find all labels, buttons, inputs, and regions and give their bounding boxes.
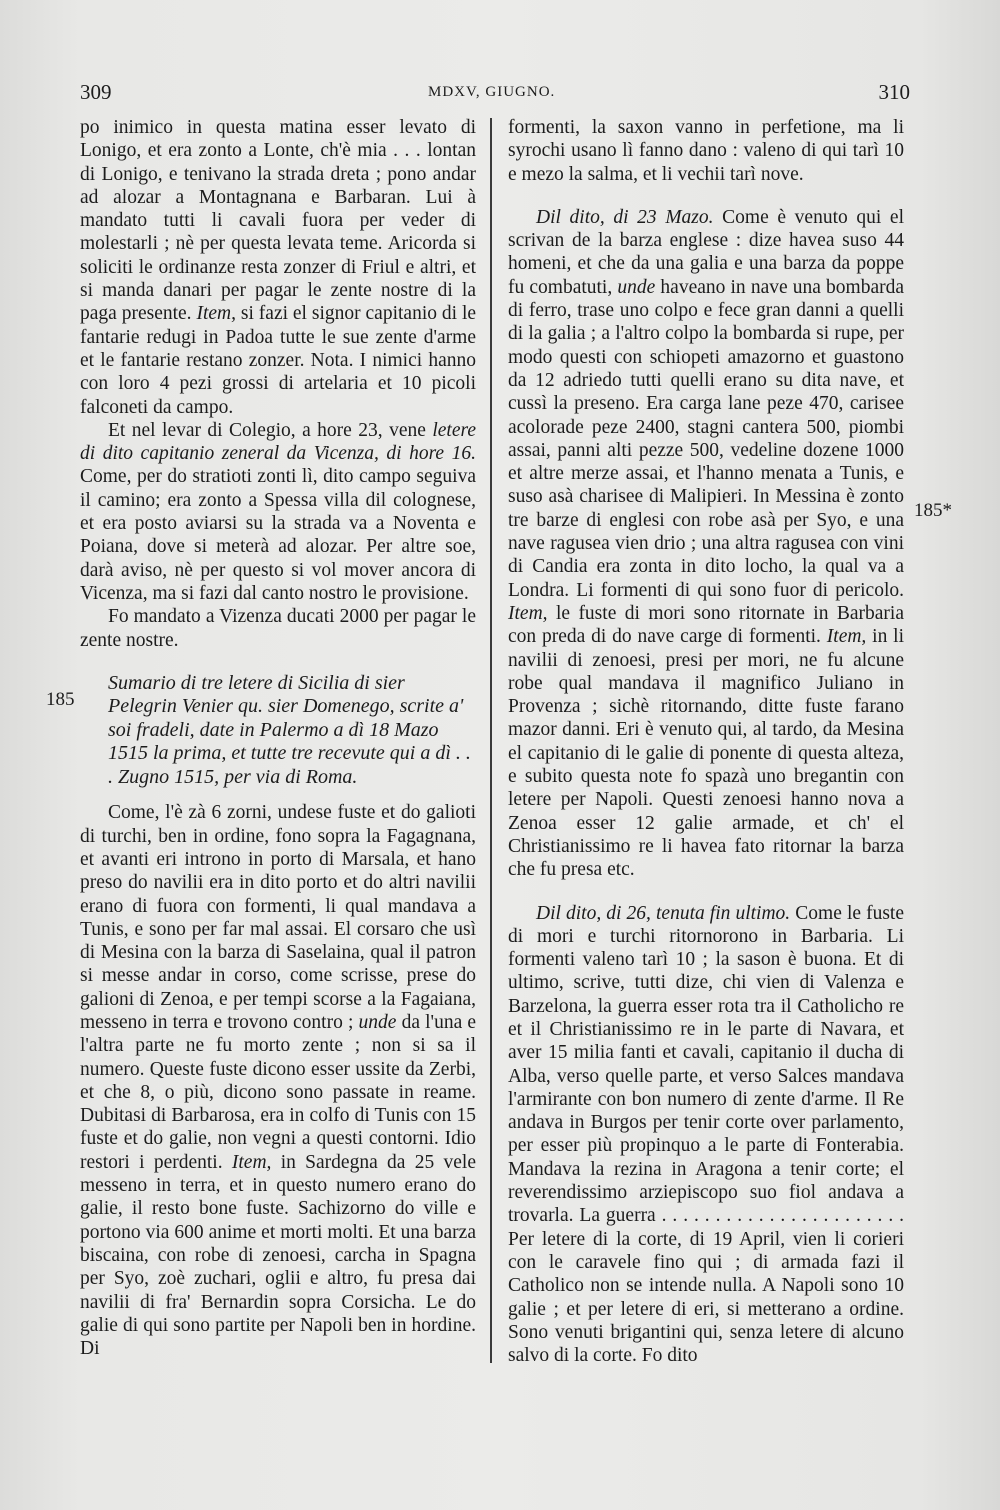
left-paragraph-2 [80, 419, 476, 605]
left-paragraph-4 [80, 801, 476, 1360]
text-run: Come le fuste di mori e turchi ritornorono in Barbaria. Li formenti valeno tarì 10 ; la sason è buona. Et di ultimo, scrive, tutti dize, chi vien di Valenza e Barzelona, la guerra esser rota tra il Catholicho re et il Christianissimo re in le parte di Navara, et aver 15 milia fanti et cavali, capitanio il ducha di Alba, verso quelle parte, et verso Salces mandava l'armirante con bon numero di zente d'arme. Il Re andava in Burgos per tenir corte over parlamento, per esser più propinquo a le parte di Fonterabia. Mandava la rezina in Aragona a tenir corte; el reverendissimo arziepiscopo suo fiol andava a trovarla. La guerra . . . . . . . . . . . . . . . . . . . . . . . Per letere di la corte, di 19 April, vien li corieri con le caravele fino qui ; di armada fazi il Catholico non se intende nulla. A Napoli sono 10 galie ; et per letere di eri, si metterano a ordine. Sono venuti brigantini qui, senza letere di alcuno salvo di la corte. Fo dito [508, 902, 904, 1367]
text-run: Come, per do stratioti zonti lì, dito campo seguiva il camino; era zonto a Spessa villa dil colognese, et era posto aviarsi su la strada va a Noventa e Poiana, dove si meterà ad alozar. Per altre soe, darà aviso, nè per questo si vol mover ancora di Vicenza, ma si fazi dal canto nostro le provisione. [80, 466, 476, 604]
italic-run: Item, [196, 303, 236, 325]
left-paragraph-1 [80, 116, 476, 419]
italic-run: unde [617, 276, 656, 298]
spacer [80, 789, 476, 801]
left-page-number: 309 [80, 80, 112, 104]
italic-run: Dil dito, di 26, tenuta fin ultimo. [536, 902, 791, 924]
italic-run: Dil dito, di 23 Mazo. [536, 206, 714, 228]
italic-run: Item, [826, 626, 867, 648]
text-run: Come, l'è zà 6 zorni, undese fuste et do galioti di turchi, ben in ordine, fono sopra la Fagagnana, et avanti eri introno in porto di Marsala, et hano preso do navilii era in dito porto et do altri navilii erano di fuora con formenti, li qual mandava a Tunis, e sono per far mal assai. El corsaro che usì di Mesina con la barza di Saselaina, qual il patron si messe andar in corso, come scrisse, prese do galioni di Zenoa, e per tempi scorse a la Fagaiana, messeno in terra e trovono contro ; [80, 802, 476, 1033]
column-divider [490, 118, 492, 1363]
italic-run: Item, [508, 602, 548, 624]
page-header [80, 80, 910, 110]
text-run: in li navilii di zenoesi, presi per mori, ne fu alcune robe qual mandava il magnifico Juliano in Provenza ; sichè ritornando, ditte fuste farano mazor danni. Eri è venuto qui, al tardo, da Mesina el capitanio di le galie di ponente di questa alteza, e subito questa note fo spazà uno bregantin con letere per Napoli. Questi zenoesi hanno nova a Zenoa esser 12 galie armade, et ch' el Christianissimo re li havea fato ritornar la barza che fu presa etc. [508, 626, 905, 881]
left-column [80, 116, 476, 1360]
text-run: formenti, la saxon vanno in perfetione, ma li syrochi usano lì fanno dano : valeno di qui tarì 10 e mezo la salma, et li vechii tarì nove. [508, 117, 904, 185]
summary-heading: Sumario di tre letere di Sicilia di sier Pelegrin Venier qu. sier Domenego, scrite a' soi fradeli, date in Palermo a dì 18 Mazo 1515 la prima, et tutte tre recevute qui a dì . . . Zugno 1515, per via di Roma. [108, 671, 471, 788]
text-run: po inimico in questa matina esser levato di Lonigo, et era zonto a Lonte, ch'è mia . . . lontan di Lonigo, e tenivano la strada dreta ; pono andar ad alozar a Montagnana e Barbaran. Lui à mandato tutti li cavali fuora per veder di molestarli ; nè per questa levata teme. Aricorda si soliciti le ordinanze resta zonzer di Friul e altri, et si manda danari per pagar le zente nostre di la paga presente. [80, 117, 476, 325]
text-run: in Sardegna da 25 vele messeno in terra, et in questo numero erano do galie, il resto bone fuste. Sachizorno do ville e portono via 600 anime et morti molti. Et una barza biscaina, con robe di zenoesi, carcha in Spagna per Syo, zoè zuchari, oglii e altro, fu presa dai navilii di fra' Bernardin sopra Corsicha. Le do galie di qui sono partite per Napoli ben in hordine. Di [80, 1151, 477, 1360]
left-margin-marker: 185 [46, 689, 75, 710]
right-margin-marker: 185* [914, 500, 952, 521]
right-paragraph-2 [508, 206, 904, 882]
spacer [508, 882, 904, 902]
text-run: Come è venuto qui el scrivan de la barza englese : dize havea suso 44 homeni, et che da una galia e una barza da poppe fu combatuti, [508, 206, 904, 298]
running-head: MDXV, GIUGNO. [428, 84, 556, 100]
italic-run: unde [358, 1012, 397, 1033]
text-run: da l'una e l'altra parte ne fu morto zente ; non si sa il numero. Queste fuste dicono esser ussite da Zerbi, et che 8, o più, dicono sono passate in reame. Dubitasi di Barbarosa, era in colfo di Tunis con 15 fuste et do galie, non vegni a questi contorni. Idio restori i perdenti. [80, 1012, 477, 1173]
text-run: si fazi el signor capitanio di le fantarie redugi in Padoa tutte le sue zente d'arme et le fantarie restano zonzer. Nota. I nimici hanno con loro 4 pezi grossi di artelaria et 10 picoli falconeti da campo. [80, 303, 477, 418]
right-paragraph-1 [508, 116, 904, 186]
spacer [80, 652, 476, 672]
spacer [508, 186, 904, 206]
right-column [508, 116, 904, 1367]
right-paragraph-3 [508, 902, 904, 1368]
text-run: le fuste di mori sono ritornate in Barbaria con preda di do nave carge di formenti. [508, 602, 904, 648]
italic-run: Item, [231, 1151, 272, 1173]
text-run: Fo mandato a Vizenza ducati 2000 per pagar le zente nostre. [80, 606, 476, 651]
left-paragraph-3 [80, 605, 476, 652]
text-run: Et nel levar di Colegio, a hore 23, vene [108, 419, 426, 441]
text-run: haveano in nave una bombarda di ferro, trase uno colpo e fece gran danni a quelli di la galia ; a l'altro colpo la bombarda si rupe, per modo questi con schiopeti amazorno et guastono da 12 adriedo tutti quelli erano su dita nave, et cussì la preseno. Era carga lane peze 470, carisee acolorade peze 2400, stagni cantera 500, piombi assai, panni alti pezze 500, vedeline dozene 1000 et altre merze assai, et l'hanno menata a Tunis, e suso asà charisee di Malipieri. In Messina è zonto tre barze di englesi con robe asà per Syo, e una nave ragusea vien drio ; una altra ragusea con vini di Candia era zonta in dito locho, la qual va a Londra. Li formenti di qui sono fuor di pericolo. [508, 276, 905, 601]
italic-run: letere di dito capitanio zeneral da Vicenza, di hore 16. [80, 419, 476, 465]
right-page-number: 310 [878, 80, 910, 104]
